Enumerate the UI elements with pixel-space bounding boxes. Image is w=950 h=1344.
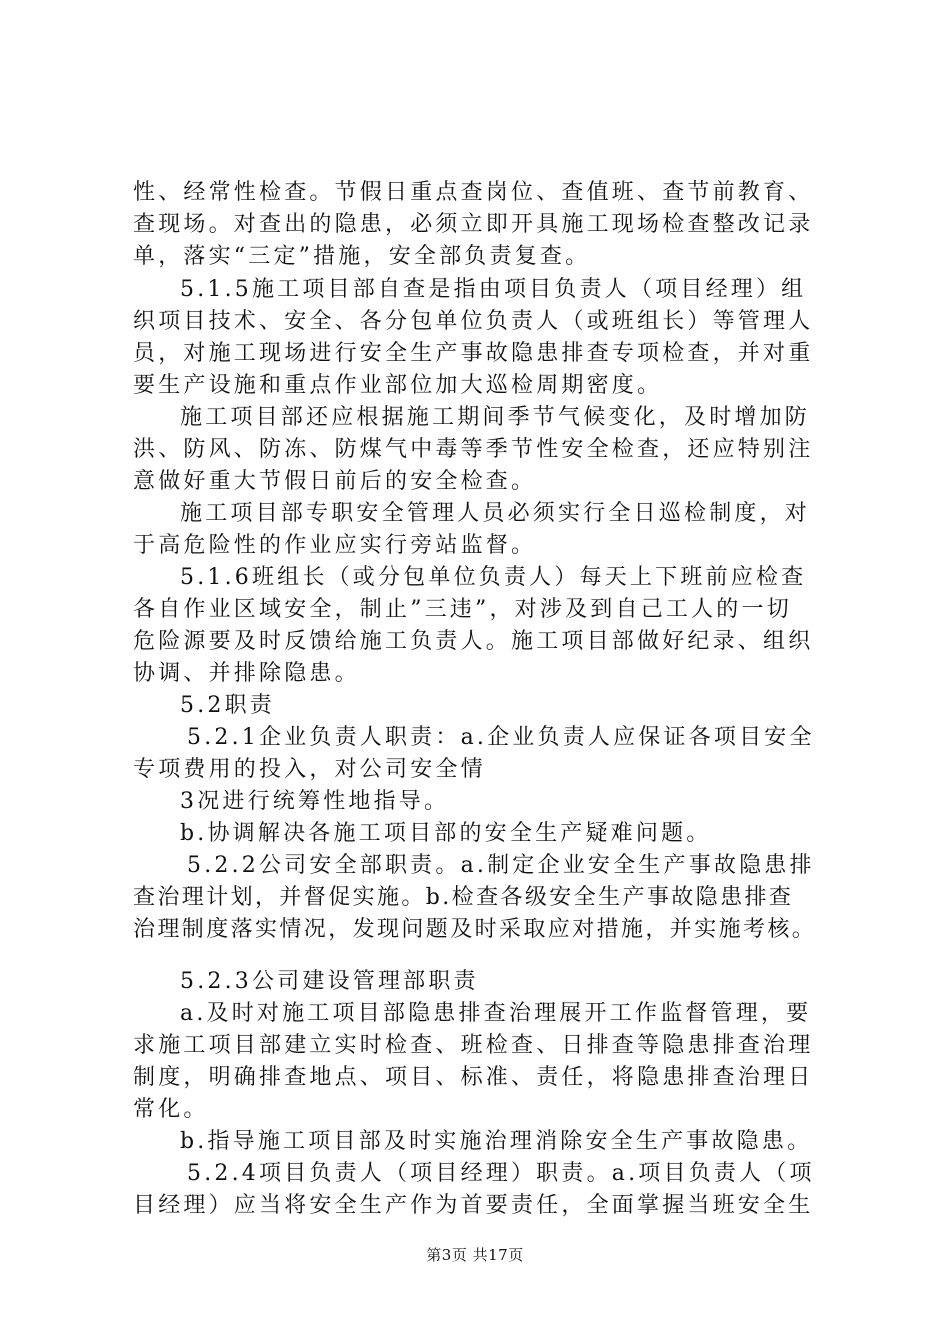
body-text-line: 5.2.2公司安全部职责。a.制定企业安全生产事故隐患排 [187,853,815,878]
section-heading: 5.2职责 [180,693,275,718]
body-text-line: 要生产设施和重点作业部位加大巡检周期密度。 [133,373,663,398]
body-text-line: b.指导施工项目部及时实施治理消除安全生产事故隐患。 [180,1129,813,1154]
body-text-line: 治理制度落实情况，发现问题及时采取应对措施，并实施考核。 [133,917,817,942]
body-text-line: 各自作业区域安全，制止”三违”，对涉及到自己工人的一切 [133,597,792,622]
body-text-line: 查现场。对查出的隐患，必须立即开具施工现场检查整改记录 [133,212,814,237]
body-text-line: 施工项目部还应根据施工期间季节气候变化，及时增加防 [180,405,811,430]
body-text-line: a.及时对施工项目部隐患排查治理展开工作监督管理，要 [180,1001,812,1026]
body-text-line: 5.2.4项目负责人（项目经理）职责。a.项目负责人（项 [187,1161,815,1186]
body-text-line: 常化。 [133,1097,209,1122]
body-text-line: 5.1.5施工项目部自查是指由项目负责人（项目经理）组 [180,277,807,302]
page-number-footer: 第3页 共17页 [426,1246,524,1264]
body-text-line: 单，落实“三定”措施，安全部负责复查。 [133,244,591,269]
body-text-line: 专项费用的投入，对公司安全情 [133,757,486,782]
body-text-line: 性、经常性检查。节假日重点查岗位、查值班、查节前教育、 [133,180,814,205]
body-text-line: 危险源要及时反馈给施工负责人。施工项目部做好纪录、组织 [133,629,814,654]
body-text-line: 求施工项目部建立实时检查、班检查、日排查等隐患排查治理 [133,1033,814,1058]
body-text-line: 于高危险性的作业应实行旁站监督。 [133,533,537,558]
body-text-line: 查治理计划，并督促实施。b.检查各级安全生产事故隐患排查 [133,885,794,910]
body-text-line: 制度，明确排查地点、项目、标准、责任，将隐患排查治理日 [133,1065,814,1090]
body-text-line: 目经理）应当将安全生产作为首要责任，全面掌握当班安全生 [133,1193,814,1218]
body-text-line: b.协调解决各施工项目部的安全生产疑难问题。 [180,821,712,846]
body-text-line: 员，对施工现场进行安全生产事故隐患排查专项检查，并对重 [133,341,814,366]
body-text-line: 织项目技术、安全、各分包单位负责人（或班组长）等管理人 [133,309,814,334]
body-text-line: 意做好重大节假日前后的安全检查。 [133,469,537,494]
body-text-line: 5.2.1企业负责人职责：a.企业负责人应保证各项目安全 [187,725,815,750]
body-text-line: 3况进行统筹性地指导。 [180,789,450,814]
body-text-line: 5.1.6班组长（或分包单位负责人）每天上下班前应检查 [180,565,807,590]
section-heading: 5.2.3公司建设管理部职责 [180,969,479,994]
body-text-line: 洪、防风、防冻、防煤气中毒等季节性安全检查，还应特别注 [133,437,814,462]
body-text-line: 施工项目部专职安全管理人员必须实行全日巡检制度，对 [180,501,811,526]
body-text-line: 协调、并排除隐患。 [133,661,360,686]
